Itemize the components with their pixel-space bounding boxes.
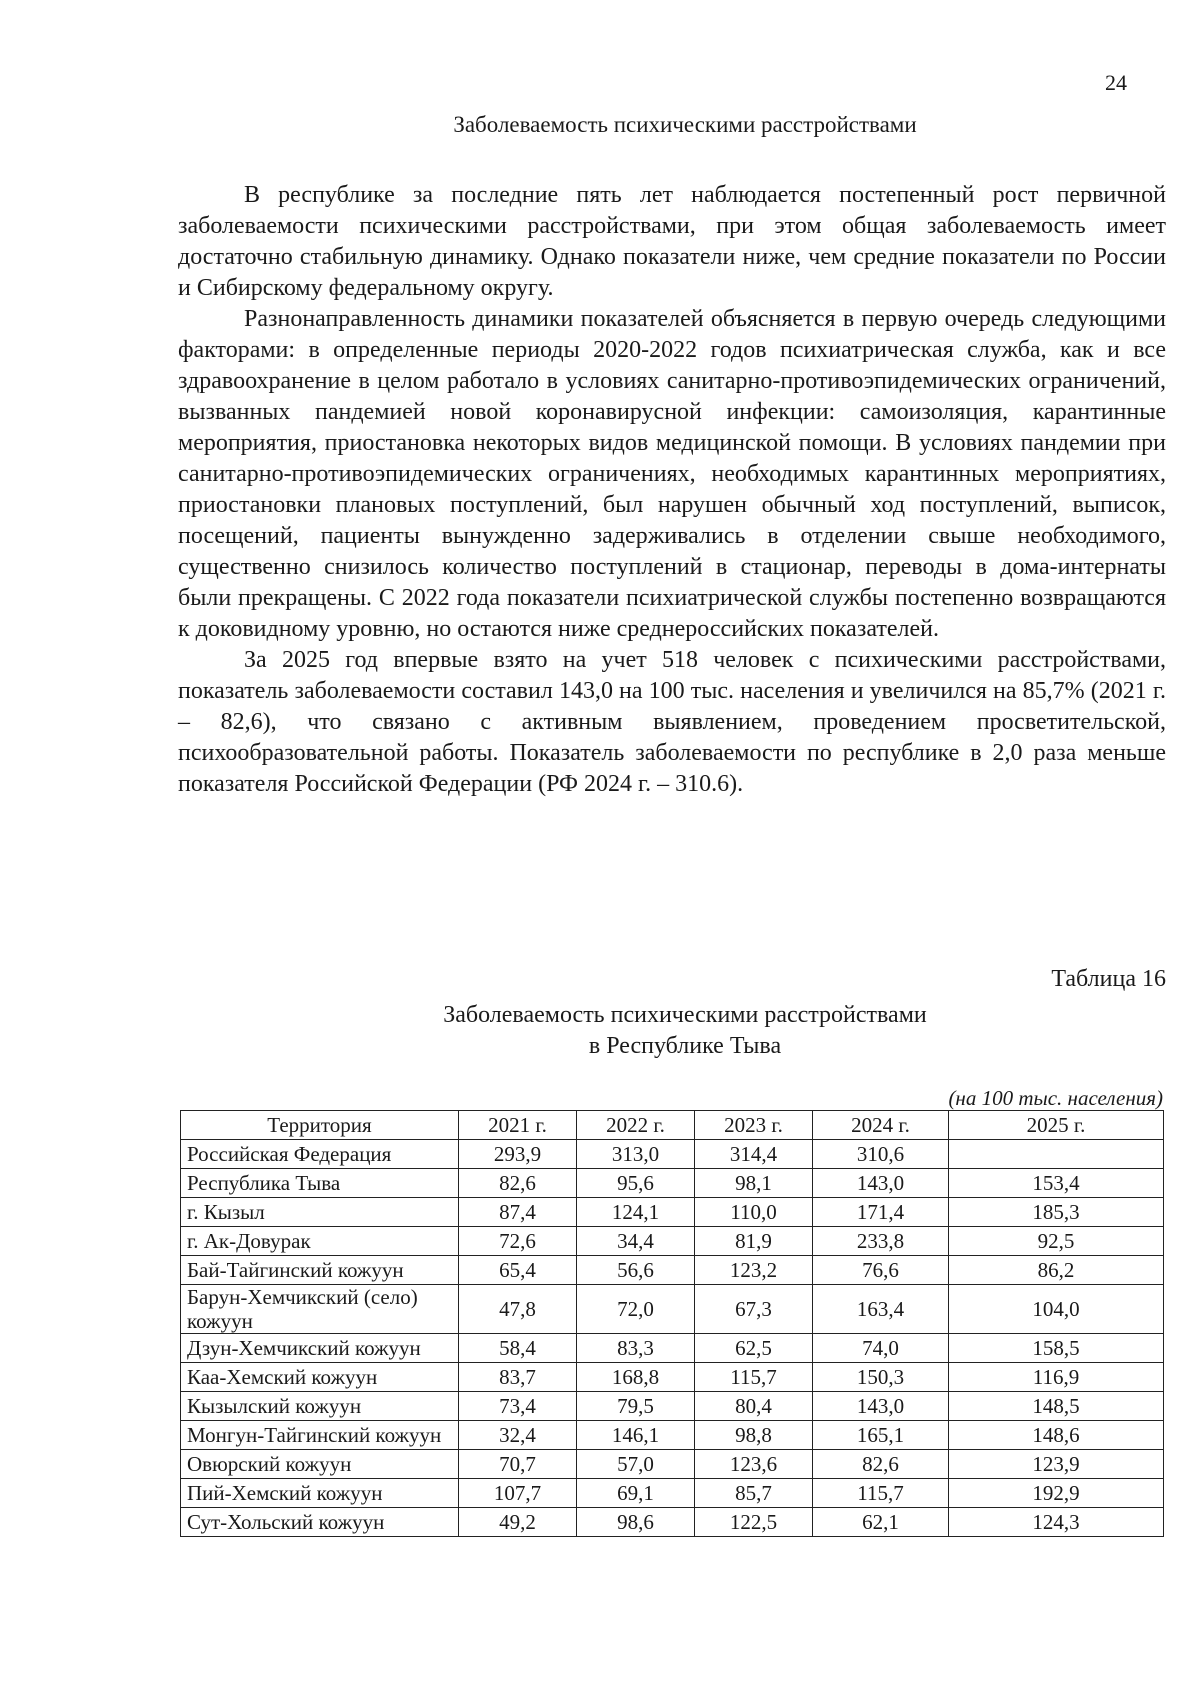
value-cell: 83,7: [459, 1363, 577, 1392]
value-cell: 62,1: [813, 1508, 949, 1537]
value-cell: 122,5: [695, 1508, 813, 1537]
morbidity-table: [180, 1110, 1164, 1537]
table-row: [181, 1169, 1164, 1198]
value-cell: 293,9: [459, 1140, 577, 1169]
column-header-year: 2024 г.: [813, 1111, 949, 1140]
column-header-year: 2021 г.: [459, 1111, 577, 1140]
territory-cell: Овюрский кожуун: [181, 1450, 459, 1479]
territory-cell: Дзун-Хемчикский кожуун: [181, 1334, 459, 1363]
value-cell: 32,4: [459, 1421, 577, 1450]
table-label: Таблица 16: [1051, 966, 1166, 992]
value-cell: 148,6: [949, 1421, 1164, 1450]
table-unit: (на 100 тыс. населения): [948, 1086, 1163, 1110]
value-cell: [949, 1140, 1164, 1169]
table-row: [181, 1363, 1164, 1392]
column-header-territory: Территория: [181, 1111, 459, 1140]
value-cell: 116,9: [949, 1363, 1164, 1392]
table-row: [181, 1227, 1164, 1256]
territory-cell: Республика Тыва: [181, 1169, 459, 1198]
value-cell: 82,6: [813, 1450, 949, 1479]
table-row: [181, 1479, 1164, 1508]
value-cell: 83,3: [577, 1334, 695, 1363]
value-cell: 171,4: [813, 1198, 949, 1227]
value-cell: 65,4: [459, 1256, 577, 1285]
table-row: [181, 1421, 1164, 1450]
paragraph: За 2025 год впервые взято на учет 518 человек с психическими расстройствами, показатель заболеваемости составил 143,0 на 100 тыс. населения и увеличился на 85,7% (2021 г. – 82,6), что связано с активным выявлением, проведением просветительской, психообразовательной работы. Показатель заболеваемости по республике в 2,0 раза меньше показателя Российской Федерации (РФ 2024 г. – 310.6).: [178, 647, 1166, 797]
body-text: [178, 180, 1166, 800]
table-title: [170, 1000, 1200, 1062]
value-cell: 98,8: [695, 1421, 813, 1450]
value-cell: 165,1: [813, 1421, 949, 1450]
value-cell: 124,1: [577, 1198, 695, 1227]
value-cell: 72,0: [577, 1285, 695, 1334]
value-cell: 69,1: [577, 1479, 695, 1508]
value-cell: 95,6: [577, 1169, 695, 1198]
value-cell: 56,6: [577, 1256, 695, 1285]
territory-cell: Пий-Хемский кожуун: [181, 1479, 459, 1508]
value-cell: 313,0: [577, 1140, 695, 1169]
value-cell: 123,9: [949, 1450, 1164, 1479]
table-header: [181, 1111, 1164, 1140]
value-cell: 80,4: [695, 1392, 813, 1421]
value-cell: 34,4: [577, 1227, 695, 1256]
column-header-year: 2022 г.: [577, 1111, 695, 1140]
table-row: [181, 1256, 1164, 1285]
territory-cell: Монгун-Тайгинский кожуун: [181, 1421, 459, 1450]
value-cell: 163,4: [813, 1285, 949, 1334]
value-cell: 124,3: [949, 1508, 1164, 1537]
value-cell: 74,0: [813, 1334, 949, 1363]
value-cell: 76,6: [813, 1256, 949, 1285]
value-cell: 123,2: [695, 1256, 813, 1285]
table-row: [181, 1334, 1164, 1363]
value-cell: 85,7: [695, 1479, 813, 1508]
paragraph: В республике за последние пять лет наблюдается постепенный рост первичной заболеваемости психическими расстройствами, при этом общая заболеваемость имеет достаточно стабильную динамику. Однако показатели ниже, чем средние показатели по России и Сибирскому федеральному округу.: [178, 182, 1166, 301]
value-cell: 233,8: [813, 1227, 949, 1256]
value-cell: 82,6: [459, 1169, 577, 1198]
value-cell: 115,7: [695, 1363, 813, 1392]
value-cell: 87,4: [459, 1198, 577, 1227]
table-row: [181, 1392, 1164, 1421]
value-cell: 310,6: [813, 1140, 949, 1169]
table-row: [181, 1285, 1164, 1334]
table-row: [181, 1198, 1164, 1227]
value-cell: 67,3: [695, 1285, 813, 1334]
value-cell: 58,4: [459, 1334, 577, 1363]
value-cell: 146,1: [577, 1421, 695, 1450]
value-cell: 110,0: [695, 1198, 813, 1227]
value-cell: 57,0: [577, 1450, 695, 1479]
value-cell: 79,5: [577, 1392, 695, 1421]
table-header-row: [181, 1111, 1164, 1140]
value-cell: 73,4: [459, 1392, 577, 1421]
value-cell: 314,4: [695, 1140, 813, 1169]
table-row: [181, 1450, 1164, 1479]
value-cell: 185,3: [949, 1198, 1164, 1227]
table-title-line: в Республике Тыва: [588, 1033, 782, 1059]
value-cell: 49,2: [459, 1508, 577, 1537]
table-row: [181, 1140, 1164, 1169]
value-cell: 143,0: [813, 1392, 949, 1421]
value-cell: 72,6: [459, 1227, 577, 1256]
value-cell: 86,2: [949, 1256, 1164, 1285]
value-cell: 168,8: [577, 1363, 695, 1392]
table-row: [181, 1508, 1164, 1537]
value-cell: 70,7: [459, 1450, 577, 1479]
value-cell: 104,0: [949, 1285, 1164, 1334]
value-cell: 115,7: [813, 1479, 949, 1508]
value-cell: 98,6: [577, 1508, 695, 1537]
paragraph: Разнонаправленность динамики показателей объясняется в первую очередь следующими факторами: в определенные периоды 2020-2022 годов психиатрическая служба, как и все здравоохранение в целом работало в условиях санитарно-противоэпидемических ограничений, вызванных пандемией новой коронавирусной инфекции: самоизоляция, карантинные мероприятия, приостановка некоторых видов медицинской помощи. В условиях пандемии при санитарно-противоэпидемических ограничениях, необходимых карантинных мероприятиях, приостановки плановых поступлений, был нарушен обычный ход поступлений, выписок, посещений, пациенты вынужденно задерживались в отделении свыше необходимого, существенно снизилось количество поступлений в стационар, переводы в дома-интернаты были прекращены. С 2022 года показатели психиатрической службы постепенно возвращаются к доковидному уровню, но остаются ниже среднероссийских показателей.: [178, 306, 1166, 642]
territory-cell: Каа-Хемский кожуун: [181, 1363, 459, 1392]
value-cell: 192,9: [949, 1479, 1164, 1508]
value-cell: 47,8: [459, 1285, 577, 1334]
value-cell: 92,5: [949, 1227, 1164, 1256]
value-cell: 153,4: [949, 1169, 1164, 1198]
column-header-year: 2023 г.: [695, 1111, 813, 1140]
table-body: [181, 1140, 1164, 1537]
table-title-line: Заболеваемость психическими расстройствами: [443, 1002, 927, 1028]
territory-cell: Российская Федерация: [181, 1140, 459, 1169]
value-cell: 143,0: [813, 1169, 949, 1198]
territory-cell: Барун-Хемчикский (село) кожуун: [181, 1285, 459, 1334]
value-cell: 148,5: [949, 1392, 1164, 1421]
section-heading: Заболеваемость психическими расстройствами: [453, 112, 917, 137]
value-cell: 98,1: [695, 1169, 813, 1198]
territory-cell: г. Кызыл: [181, 1198, 459, 1227]
value-cell: 158,5: [949, 1334, 1164, 1363]
value-cell: 123,6: [695, 1450, 813, 1479]
column-header-year: 2025 г.: [949, 1111, 1164, 1140]
page-number: 24: [1105, 70, 1127, 95]
value-cell: 150,3: [813, 1363, 949, 1392]
territory-cell: г. Ак-Довурак: [181, 1227, 459, 1256]
territory-cell: Кызылский кожуун: [181, 1392, 459, 1421]
territory-cell: Сут-Хольский кожуун: [181, 1508, 459, 1537]
value-cell: 81,9: [695, 1227, 813, 1256]
territory-cell: Бай-Тайгинский кожуун: [181, 1256, 459, 1285]
value-cell: 107,7: [459, 1479, 577, 1508]
value-cell: 62,5: [695, 1334, 813, 1363]
